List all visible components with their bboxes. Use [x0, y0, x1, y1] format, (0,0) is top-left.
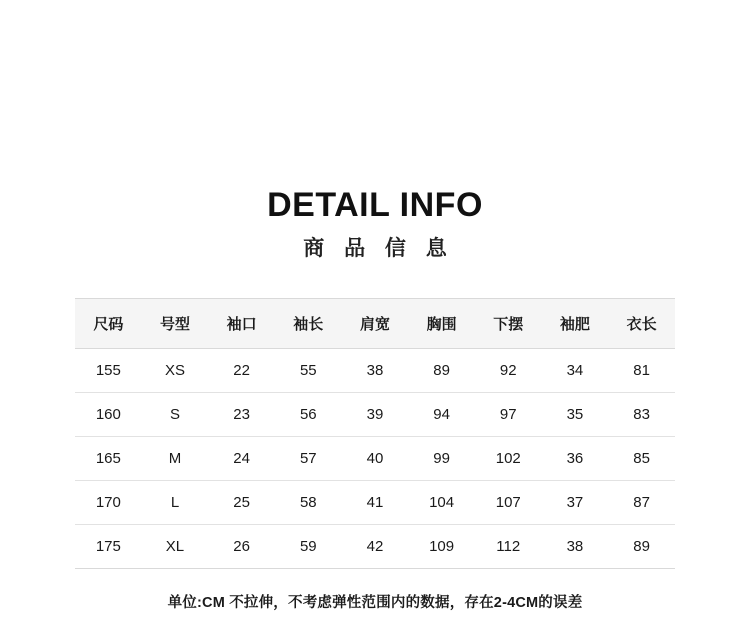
- cell-model: XL: [142, 524, 209, 568]
- cell-sleeve-length: 59: [275, 524, 342, 568]
- cell-clothing-length: 87: [608, 480, 675, 524]
- cell-sleeve-width: 35: [542, 392, 609, 436]
- table-row: [75, 480, 675, 524]
- cell-sleeve-width: 37: [542, 480, 609, 524]
- cell-shoulder: 38: [342, 348, 409, 392]
- table-header-row: [75, 298, 675, 348]
- cell-hem: 97: [475, 392, 542, 436]
- column-header-size: 尺码: [75, 298, 142, 348]
- size-table-head: [75, 298, 675, 348]
- page-title-cn: 商 品 信 息: [303, 236, 454, 260]
- cell-shoulder: 42: [342, 524, 409, 568]
- column-header-model: 号型: [142, 298, 209, 348]
- size-table: [75, 298, 675, 569]
- table-row: [75, 436, 675, 480]
- cell-sleeve-length: 56: [275, 392, 342, 436]
- column-header-sleeve-length: 袖长: [275, 298, 342, 348]
- column-header-shoulder: 肩宽: [342, 298, 409, 348]
- table-row: [75, 392, 675, 436]
- cell-bust: 109: [408, 524, 475, 568]
- column-header-clothing-length: 衣长: [608, 298, 675, 348]
- cell-sleeve-length: 55: [275, 348, 342, 392]
- cell-cuff: 25: [208, 480, 275, 524]
- cell-size: 165: [75, 436, 142, 480]
- cell-sleeve-width: 34: [542, 348, 609, 392]
- cell-cuff: 26: [208, 524, 275, 568]
- column-header-bust: 胸围: [408, 298, 475, 348]
- cell-size: 175: [75, 524, 142, 568]
- cell-clothing-length: 85: [608, 436, 675, 480]
- cell-hem: 112: [475, 524, 542, 568]
- cell-size: 170: [75, 480, 142, 524]
- column-header-sleeve-width: 袖肥: [542, 298, 609, 348]
- cell-sleeve-width: 36: [542, 436, 609, 480]
- measurement-note: 单位:CM 不拉伸，不考虑弹性范围内的数据，存在2-4CM的误差: [167, 594, 583, 611]
- cell-model: L: [142, 480, 209, 524]
- column-header-cuff: 袖口: [208, 298, 275, 348]
- cell-shoulder: 39: [342, 392, 409, 436]
- cell-size: 155: [75, 348, 142, 392]
- cell-cuff: 24: [208, 436, 275, 480]
- cell-hem: 92: [475, 348, 542, 392]
- table-row: [75, 524, 675, 568]
- size-table-body: [75, 348, 675, 568]
- cell-model: S: [142, 392, 209, 436]
- cell-sleeve-width: 38: [542, 524, 609, 568]
- cell-cuff: 23: [208, 392, 275, 436]
- cell-hem: 107: [475, 480, 542, 524]
- cell-model: XS: [142, 348, 209, 392]
- column-header-hem: 下摆: [475, 298, 542, 348]
- cell-bust: 104: [408, 480, 475, 524]
- cell-hem: 102: [475, 436, 542, 480]
- cell-bust: 94: [408, 392, 475, 436]
- cell-size: 160: [75, 392, 142, 436]
- cell-clothing-length: 81: [608, 348, 675, 392]
- cell-sleeve-length: 57: [275, 436, 342, 480]
- cell-model: M: [142, 436, 209, 480]
- cell-clothing-length: 89: [608, 524, 675, 568]
- cell-bust: 89: [408, 348, 475, 392]
- table-row: [75, 348, 675, 392]
- cell-sleeve-length: 58: [275, 480, 342, 524]
- page-title-en: DETAIL INFO: [267, 186, 483, 224]
- size-table-wrapper: [75, 298, 675, 569]
- cell-shoulder: 41: [342, 480, 409, 524]
- cell-cuff: 22: [208, 348, 275, 392]
- page-header: [0, 0, 750, 262]
- cell-shoulder: 40: [342, 436, 409, 480]
- cell-clothing-length: 83: [608, 392, 675, 436]
- cell-bust: 99: [408, 436, 475, 480]
